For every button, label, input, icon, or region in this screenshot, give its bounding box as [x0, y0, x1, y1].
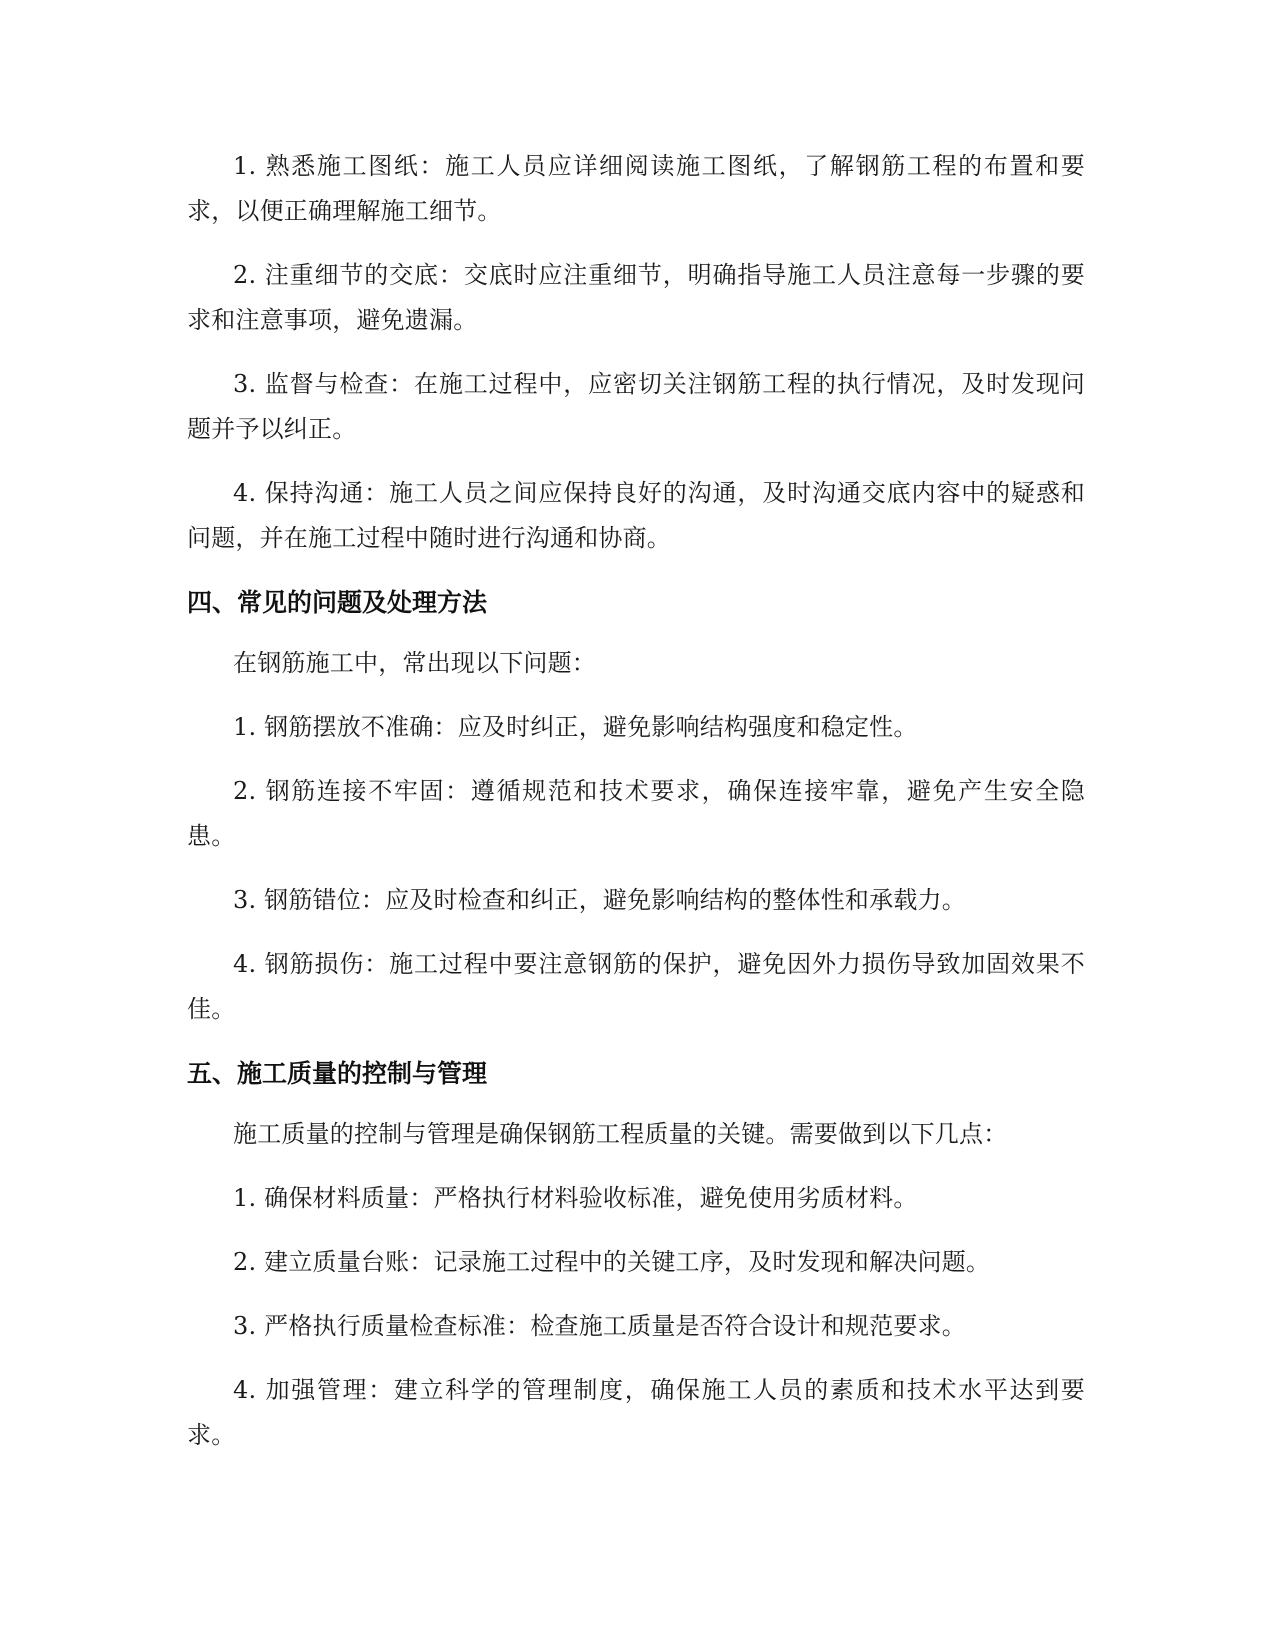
list-item-read-drawings: 1. 熟悉施工图纸：施工人员应详细阅读施工图纸，了解钢筋工程的布置和要求，以便正确理解施工细节。: [187, 152, 1085, 225]
list-item-supervision: 3. 监督与检查：在施工过程中，应密切关注钢筋工程的执行情况，及时发现问题并予以纠正。: [187, 370, 1085, 443]
list-item-communication: 4. 保持沟通：施工人员之间应保持良好的沟通，及时沟通交底内容中的疑惑和问题，并在施工过程中随时进行沟通和协商。: [187, 479, 1085, 552]
document-body: [187, 144, 1085, 1477]
section-heading-quality-control: 五、施工质量的控制与管理: [187, 1059, 488, 1088]
list-item-management: 4. 加强管理：建立科学的管理制度，确保施工人员的素质和技术水平达到要求。: [187, 1376, 1085, 1449]
list-item-damage: 4. 钢筋损伤：施工过程中要注意钢筋的保护，避免因外力损伤导致加固效果不佳。: [187, 950, 1085, 1023]
section-heading-common-problems: 四、常见的问题及处理方法: [187, 588, 488, 617]
list-item-misalignment: 3. 钢筋错位：应及时检查和纠正，避免影响结构的整体性和承载力。: [233, 886, 966, 914]
list-item-placement: 1. 钢筋摆放不准确：应及时纠正，避免影响结构强度和稳定性。: [233, 713, 918, 741]
list-item-connection: 2. 钢筋连接不牢固：遵循规范和技术要求，确保连接牢靠，避免产生安全隐患。: [187, 777, 1085, 850]
list-item-material-quality: 1. 确保材料质量：严格执行材料验收标准，避免使用劣质材料。: [233, 1184, 918, 1212]
section-intro-problems: 在钢筋施工中，常出现以下问题：: [233, 649, 596, 677]
list-item-inspection-standard: 3. 严格执行质量检查标准：检查施工质量是否符合设计和规范要求。: [233, 1312, 966, 1340]
section-intro-quality: 施工质量的控制与管理是确保钢筋工程质量的关键。需要做到以下几点：: [233, 1120, 1008, 1148]
list-item-quality-ledger: 2. 建立质量台账：记录施工过程中的关键工序，及时发现和解决问题。: [233, 1248, 991, 1276]
list-item-detail-briefing: 2. 注重细节的交底：交底时应注重细节，明确指导施工人员注意每一步骤的要求和注意事项，避免遗漏。: [187, 261, 1085, 334]
